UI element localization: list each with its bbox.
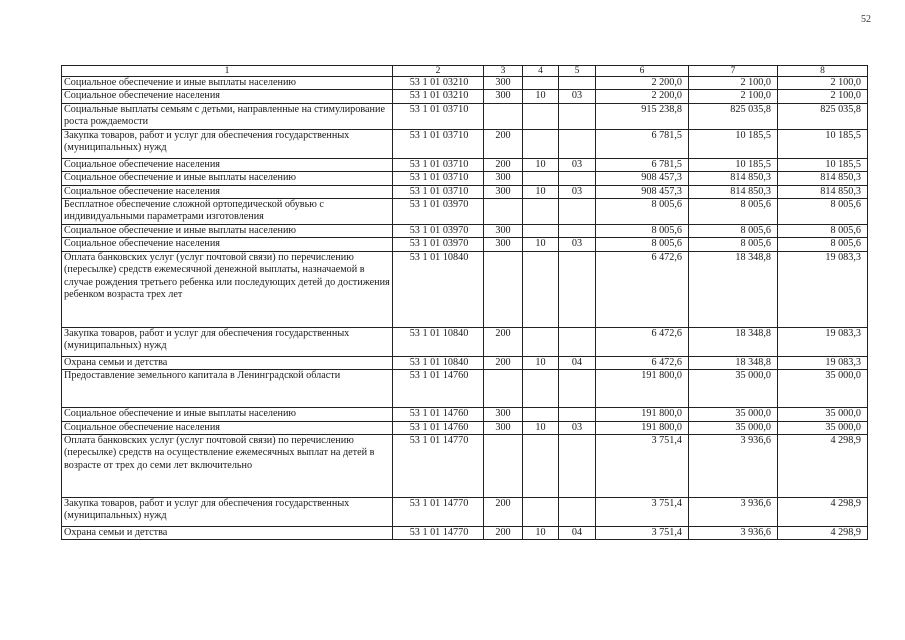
row-code: 53 1 01 03970 xyxy=(393,199,484,225)
row-expense-type xyxy=(484,435,523,498)
row-name: Охрана семьи и детства xyxy=(62,527,393,540)
row-subsection xyxy=(559,103,596,129)
row-value-year-2: 35 000,0 xyxy=(689,421,778,434)
row-value-year-2: 814 850,3 xyxy=(689,185,778,198)
row-name: Социальное обеспечение населения xyxy=(62,185,393,198)
row-section xyxy=(523,327,559,356)
row-subsection xyxy=(559,225,596,238)
budget-table xyxy=(61,65,868,540)
row-section: 10 xyxy=(523,185,559,198)
table-row xyxy=(62,199,868,225)
row-value-year-1: 6 781,5 xyxy=(596,158,689,171)
row-value-year-2: 8 005,6 xyxy=(689,199,778,225)
row-name: Социальное обеспечение населения xyxy=(62,421,393,434)
header-col-4: 4 xyxy=(523,66,559,77)
row-subsection: 03 xyxy=(559,158,596,171)
row-subsection xyxy=(559,77,596,90)
row-section xyxy=(523,172,559,185)
row-expense-type: 300 xyxy=(484,225,523,238)
row-value-year-3: 35 000,0 xyxy=(778,370,868,408)
row-expense-type: 300 xyxy=(484,238,523,251)
row-value-year-2: 18 348,8 xyxy=(689,251,778,327)
row-expense-type: 200 xyxy=(484,158,523,171)
row-name: Бесплатное обеспечение сложной ортопедической обувью с индивидуальными параметрами изготовления xyxy=(62,199,393,225)
row-subsection xyxy=(559,498,596,527)
table-row xyxy=(62,408,868,421)
header-col-8: 8 xyxy=(778,66,868,77)
row-value-year-3: 4 298,9 xyxy=(778,435,868,498)
header-col-1: 1 xyxy=(62,66,393,77)
row-value-year-3: 4 298,9 xyxy=(778,498,868,527)
table-row xyxy=(62,421,868,434)
row-value-year-2: 8 005,6 xyxy=(689,225,778,238)
row-expense-type: 300 xyxy=(484,77,523,90)
row-section xyxy=(523,408,559,421)
row-name: Предоставление земельного капитала в Ленинградской области xyxy=(62,370,393,408)
row-name: Социальное обеспечение населения xyxy=(62,158,393,171)
row-name: Социальное обеспечение населения xyxy=(62,238,393,251)
row-subsection xyxy=(559,129,596,158)
row-section: 10 xyxy=(523,356,559,369)
header-col-3: 3 xyxy=(484,66,523,77)
table-header xyxy=(62,66,868,77)
row-subsection: 04 xyxy=(559,527,596,540)
row-value-year-3: 10 185,5 xyxy=(778,158,868,171)
row-value-year-2: 3 936,6 xyxy=(689,498,778,527)
header-col-2: 2 xyxy=(393,66,484,77)
row-section: 10 xyxy=(523,527,559,540)
row-code: 53 1 01 03210 xyxy=(393,77,484,90)
row-code: 53 1 01 03710 xyxy=(393,158,484,171)
row-subsection xyxy=(559,435,596,498)
row-section xyxy=(523,251,559,327)
row-value-year-1: 191 800,0 xyxy=(596,421,689,434)
row-code: 53 1 01 03970 xyxy=(393,225,484,238)
row-code: 53 1 01 14760 xyxy=(393,370,484,408)
row-value-year-1: 3 751,4 xyxy=(596,498,689,527)
table-row xyxy=(62,527,868,540)
row-value-year-1: 191 800,0 xyxy=(596,408,689,421)
row-expense-type xyxy=(484,370,523,408)
row-name: Охрана семьи и детства xyxy=(62,356,393,369)
row-value-year-2: 8 005,6 xyxy=(689,238,778,251)
row-subsection: 04 xyxy=(559,356,596,369)
row-expense-type xyxy=(484,251,523,327)
row-code: 53 1 01 03210 xyxy=(393,90,484,103)
table-row xyxy=(62,158,868,171)
row-code: 53 1 01 03710 xyxy=(393,172,484,185)
row-subsection: 03 xyxy=(559,238,596,251)
row-value-year-3: 4 298,9 xyxy=(778,527,868,540)
row-value-year-1: 915 238,8 xyxy=(596,103,689,129)
row-value-year-2: 10 185,5 xyxy=(689,129,778,158)
row-value-year-2: 2 100,0 xyxy=(689,77,778,90)
row-subsection: 03 xyxy=(559,185,596,198)
row-value-year-1: 6 472,6 xyxy=(596,327,689,356)
table-row xyxy=(62,77,868,90)
row-code: 53 1 01 10840 xyxy=(393,356,484,369)
row-code: 53 1 01 03970 xyxy=(393,238,484,251)
row-value-year-3: 8 005,6 xyxy=(778,225,868,238)
row-expense-type: 300 xyxy=(484,90,523,103)
row-value-year-3: 2 100,0 xyxy=(778,77,868,90)
header-col-6: 6 xyxy=(596,66,689,77)
row-expense-type: 300 xyxy=(484,421,523,434)
row-expense-type: 300 xyxy=(484,172,523,185)
row-subsection xyxy=(559,408,596,421)
row-value-year-3: 814 850,3 xyxy=(778,185,868,198)
row-section xyxy=(523,498,559,527)
row-value-year-2: 814 850,3 xyxy=(689,172,778,185)
row-value-year-2: 18 348,8 xyxy=(689,327,778,356)
row-value-year-1: 2 200,0 xyxy=(596,77,689,90)
row-subsection xyxy=(559,199,596,225)
page-number: 52 xyxy=(861,14,871,25)
table-row xyxy=(62,356,868,369)
header-col-7: 7 xyxy=(689,66,778,77)
row-name: Оплата банковских услуг (услуг почтовой связи) по перечислению (пересылке) средств ежемесячной денежной выплаты, назначаемой в случае рождения третьего ребенка или последующих детей до достижения ребенком возраста трех лет xyxy=(62,251,393,327)
row-code: 53 1 01 03710 xyxy=(393,103,484,129)
row-value-year-2: 3 936,6 xyxy=(689,527,778,540)
row-section xyxy=(523,225,559,238)
row-expense-type: 200 xyxy=(484,327,523,356)
row-value-year-2: 3 936,6 xyxy=(689,435,778,498)
row-section xyxy=(523,199,559,225)
row-subsection: 03 xyxy=(559,421,596,434)
row-value-year-2: 825 035,8 xyxy=(689,103,778,129)
row-value-year-3: 8 005,6 xyxy=(778,238,868,251)
row-expense-type xyxy=(484,199,523,225)
row-value-year-3: 2 100,0 xyxy=(778,90,868,103)
row-name: Социальное обеспечение и иные выплаты населению xyxy=(62,408,393,421)
table-row xyxy=(62,327,868,356)
row-code: 53 1 01 03710 xyxy=(393,185,484,198)
row-value-year-3: 8 005,6 xyxy=(778,199,868,225)
row-value-year-1: 8 005,6 xyxy=(596,225,689,238)
table-body xyxy=(62,77,868,540)
row-expense-type xyxy=(484,103,523,129)
row-name: Социальное обеспечение населения xyxy=(62,90,393,103)
table-row xyxy=(62,370,868,408)
row-value-year-3: 19 083,3 xyxy=(778,327,868,356)
table-row xyxy=(62,90,868,103)
row-code: 53 1 01 14770 xyxy=(393,498,484,527)
row-code: 53 1 01 14760 xyxy=(393,408,484,421)
row-value-year-3: 825 035,8 xyxy=(778,103,868,129)
row-name: Социальное обеспечение и иные выплаты населению xyxy=(62,172,393,185)
table-row xyxy=(62,172,868,185)
row-subsection xyxy=(559,172,596,185)
row-expense-type: 300 xyxy=(484,185,523,198)
row-value-year-3: 19 083,3 xyxy=(778,356,868,369)
table-row xyxy=(62,225,868,238)
row-value-year-2: 18 348,8 xyxy=(689,356,778,369)
row-name: Социальные выплаты семьям с детьми, направленные на стимулирование роста рождаемости xyxy=(62,103,393,129)
row-value-year-1: 191 800,0 xyxy=(596,370,689,408)
row-name: Закупка товаров, работ и услуг для обеспечения государственных (муниципальных) нужд xyxy=(62,498,393,527)
row-expense-type: 200 xyxy=(484,129,523,158)
row-section: 10 xyxy=(523,158,559,171)
row-value-year-1: 3 751,4 xyxy=(596,527,689,540)
table-row xyxy=(62,498,868,527)
row-value-year-1: 8 005,6 xyxy=(596,238,689,251)
row-code: 53 1 01 03710 xyxy=(393,129,484,158)
row-value-year-3: 19 083,3 xyxy=(778,251,868,327)
row-section xyxy=(523,370,559,408)
table-row xyxy=(62,185,868,198)
row-value-year-1: 908 457,3 xyxy=(596,172,689,185)
header-col-5: 5 xyxy=(559,66,596,77)
row-value-year-2: 10 185,5 xyxy=(689,158,778,171)
table-row xyxy=(62,238,868,251)
row-value-year-3: 814 850,3 xyxy=(778,172,868,185)
row-subsection xyxy=(559,370,596,408)
row-value-year-1: 6 472,6 xyxy=(596,356,689,369)
row-subsection xyxy=(559,251,596,327)
table-row xyxy=(62,129,868,158)
row-value-year-1: 908 457,3 xyxy=(596,185,689,198)
row-section xyxy=(523,435,559,498)
row-name: Социальное обеспечение и иные выплаты населению xyxy=(62,77,393,90)
row-section xyxy=(523,103,559,129)
row-section xyxy=(523,129,559,158)
row-code: 53 1 01 10840 xyxy=(393,327,484,356)
row-value-year-1: 8 005,6 xyxy=(596,199,689,225)
row-value-year-1: 6 472,6 xyxy=(596,251,689,327)
row-value-year-3: 35 000,0 xyxy=(778,408,868,421)
row-expense-type: 200 xyxy=(484,527,523,540)
row-code: 53 1 01 14770 xyxy=(393,527,484,540)
row-value-year-2: 2 100,0 xyxy=(689,90,778,103)
row-expense-type: 200 xyxy=(484,356,523,369)
row-value-year-1: 2 200,0 xyxy=(596,90,689,103)
table-row xyxy=(62,103,868,129)
row-value-year-2: 35 000,0 xyxy=(689,408,778,421)
row-code: 53 1 01 10840 xyxy=(393,251,484,327)
row-section: 10 xyxy=(523,421,559,434)
row-section: 10 xyxy=(523,90,559,103)
row-section xyxy=(523,77,559,90)
table-row xyxy=(62,251,868,327)
row-name: Оплата банковских услуг (услуг почтовой связи) по перечислению (пересылке) средств на осуществление ежемесячных выплат на детей в возрасте от трех до семи лет включительно xyxy=(62,435,393,498)
table-row xyxy=(62,435,868,498)
row-value-year-3: 35 000,0 xyxy=(778,421,868,434)
row-section: 10 xyxy=(523,238,559,251)
row-value-year-2: 35 000,0 xyxy=(689,370,778,408)
row-name: Закупка товаров, работ и услуг для обеспечения государственных (муниципальных) нужд xyxy=(62,129,393,158)
row-subsection xyxy=(559,327,596,356)
row-expense-type: 300 xyxy=(484,408,523,421)
row-code: 53 1 01 14760 xyxy=(393,421,484,434)
row-code: 53 1 01 14770 xyxy=(393,435,484,498)
row-name: Социальное обеспечение и иные выплаты населению xyxy=(62,225,393,238)
row-subsection: 03 xyxy=(559,90,596,103)
row-value-year-1: 3 751,4 xyxy=(596,435,689,498)
row-value-year-1: 6 781,5 xyxy=(596,129,689,158)
row-expense-type: 200 xyxy=(484,498,523,527)
row-name: Закупка товаров, работ и услуг для обеспечения государственных (муниципальных) нужд xyxy=(62,327,393,356)
row-value-year-3: 10 185,5 xyxy=(778,129,868,158)
